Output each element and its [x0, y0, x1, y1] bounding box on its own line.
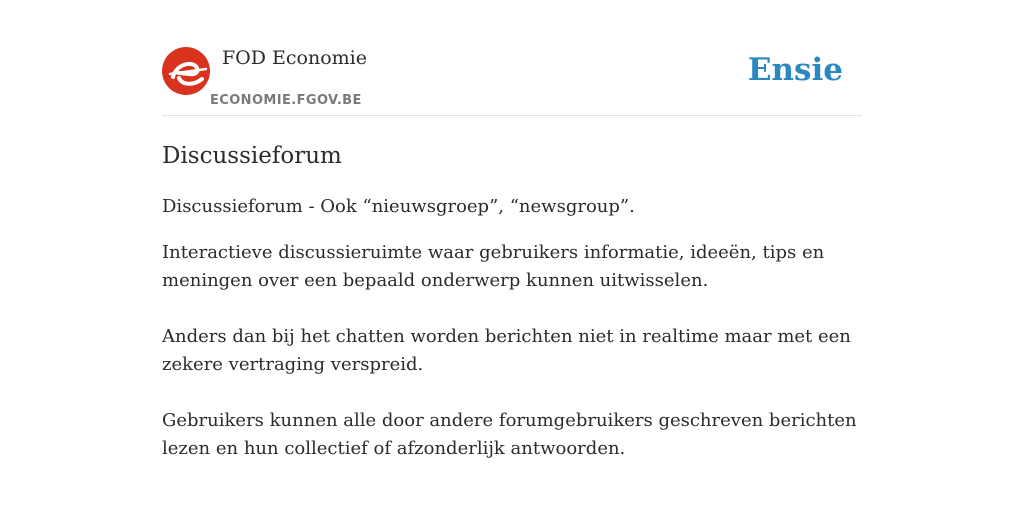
- entry-paragraph: Gebruikers kunnen alle door andere forumgebruikers geschreven berichten lezen en hun collectief of afzonderlijk antwoorden.: [162, 410, 857, 459]
- entry-title: Discussieforum: [162, 143, 342, 169]
- org-name[interactable]: FOD Economie: [222, 47, 367, 69]
- definition-card: [162, 44, 862, 463]
- card-header: [162, 44, 862, 116]
- entry-definition: Discussieforum - Ook “nieuwsgroep”, “newsgroup”.: [162, 196, 635, 217]
- ensie-brand-logo[interactable]: Ensie: [747, 52, 843, 88]
- entry-paragraph: Anders dan bij het chatten worden berichten niet in realtime maar met een zekere vertraging verspreid.: [162, 326, 851, 375]
- entry-paragraph: Interactieve discussieruimte waar gebruikers informatie, ideeën, tips en meningen over een bepaald onderwerp kunnen uitwisselen.: [162, 242, 825, 291]
- fod-economie-logo-icon[interactable]: [162, 47, 210, 95]
- org-url-link[interactable]: ECONOMIE.FGOV.BE: [210, 93, 362, 108]
